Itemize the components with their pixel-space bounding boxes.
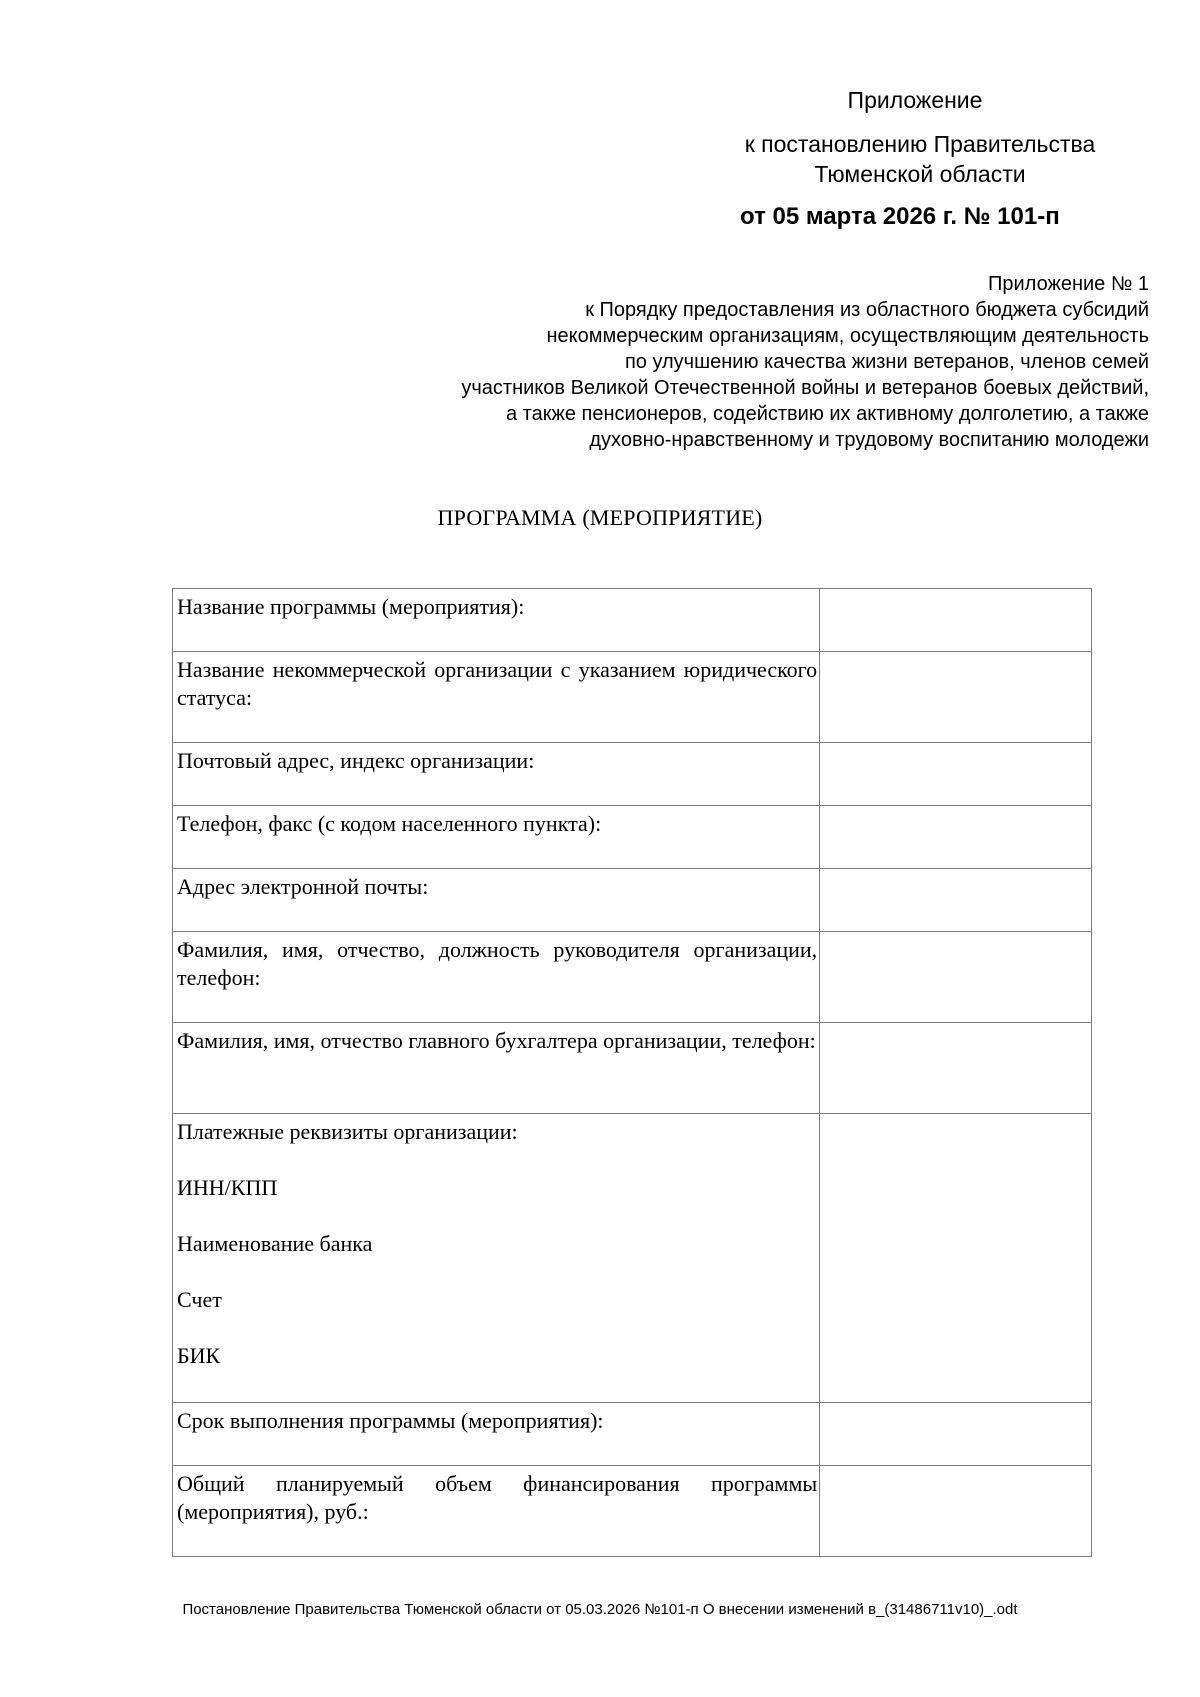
field-value-cell[interactable] — [820, 652, 1092, 743]
table-row — [173, 1114, 1092, 1403]
table-row — [173, 1023, 1092, 1114]
appendix-line: к Порядку предоставления из областного бюджета субсидий — [585, 299, 1149, 321]
field-label: Телефон, факс (с кодом населенного пункта): — [173, 806, 820, 869]
page-footer: Постановление Правительства Тюменской области от 05.03.2026 №101-п О внесении изменений в_(31486711v10)_.odt — [182, 1601, 1018, 1618]
field-value-cell[interactable] — [820, 589, 1092, 652]
field-label: Срок выполнения программы (мероприятия): — [173, 1403, 820, 1466]
field-value-cell[interactable] — [820, 743, 1092, 806]
field-label: Фамилия, имя, отчество, должность руководителя организации, телефон: — [173, 932, 820, 1023]
field-label: Платежные реквизиты организации: — [177, 1119, 518, 1144]
header-ref-line2: Тюменской области — [814, 161, 1026, 187]
appendix-block — [249, 271, 1149, 453]
appendix-line: участников Великой Отечественной войны и ветеранов боевых действий, — [461, 377, 1149, 399]
appendix-line: Приложение № 1 — [988, 273, 1149, 295]
field-value-cell[interactable] — [820, 869, 1092, 932]
field-value-cell[interactable] — [820, 1114, 1092, 1403]
table-row — [173, 806, 1092, 869]
field-value-cell[interactable] — [820, 1023, 1092, 1114]
table-row — [173, 652, 1092, 743]
table-row — [173, 932, 1092, 1023]
requisite-bik: БИК — [177, 1343, 221, 1368]
table-row — [173, 589, 1092, 652]
field-label: Фамилия, имя, отчество главного бухгалтера организации, телефон: — [173, 1023, 820, 1114]
appendix-line: по улучшению качества жизни ветеранов, членов семей — [624, 351, 1149, 373]
field-label: Почтовый адрес, индекс организации: — [173, 743, 820, 806]
field-label: Адрес электронной почты: — [173, 869, 820, 932]
field-value-cell[interactable] — [820, 1403, 1092, 1466]
field-value-cell[interactable] — [820, 932, 1092, 1023]
table-row — [173, 1403, 1092, 1466]
requisite-inn-kpp: ИНН/КПП — [177, 1175, 278, 1200]
appendix-line: а также пенсионеров, содействию их активному долголетию, а также — [506, 403, 1149, 425]
field-label: Название программы (мероприятия): — [173, 589, 820, 652]
table-row — [173, 869, 1092, 932]
field-value-cell[interactable] — [820, 806, 1092, 869]
header-date-line: от 05 марта 2026 г. № 101-п — [740, 203, 1060, 230]
appendix-line: духовно-нравственному и трудовому воспитанию молодежи — [589, 429, 1149, 451]
payment-requisites-cell — [173, 1114, 820, 1403]
table-row — [173, 743, 1092, 806]
header-ref-line1: к постановлению Правительства — [744, 131, 1096, 157]
table-row — [173, 1466, 1092, 1557]
field-value-cell[interactable] — [820, 1466, 1092, 1557]
requisite-bank: Наименование банка — [177, 1231, 373, 1256]
requisite-account: Счет — [177, 1287, 222, 1312]
program-form-table — [172, 588, 1092, 1557]
header-title: Приложение — [847, 87, 983, 113]
field-label: Название некоммерческой организации с указанием юридического статуса: — [173, 652, 820, 743]
document-title: ПРОГРАММА (МЕРОПРИЯТИЕ) — [437, 505, 763, 530]
appendix-line: некоммерческим организациям, осуществляющим деятельность — [546, 325, 1149, 347]
field-label: Общий планируемый объем финансирования программы (мероприятия), руб.: — [173, 1466, 820, 1557]
